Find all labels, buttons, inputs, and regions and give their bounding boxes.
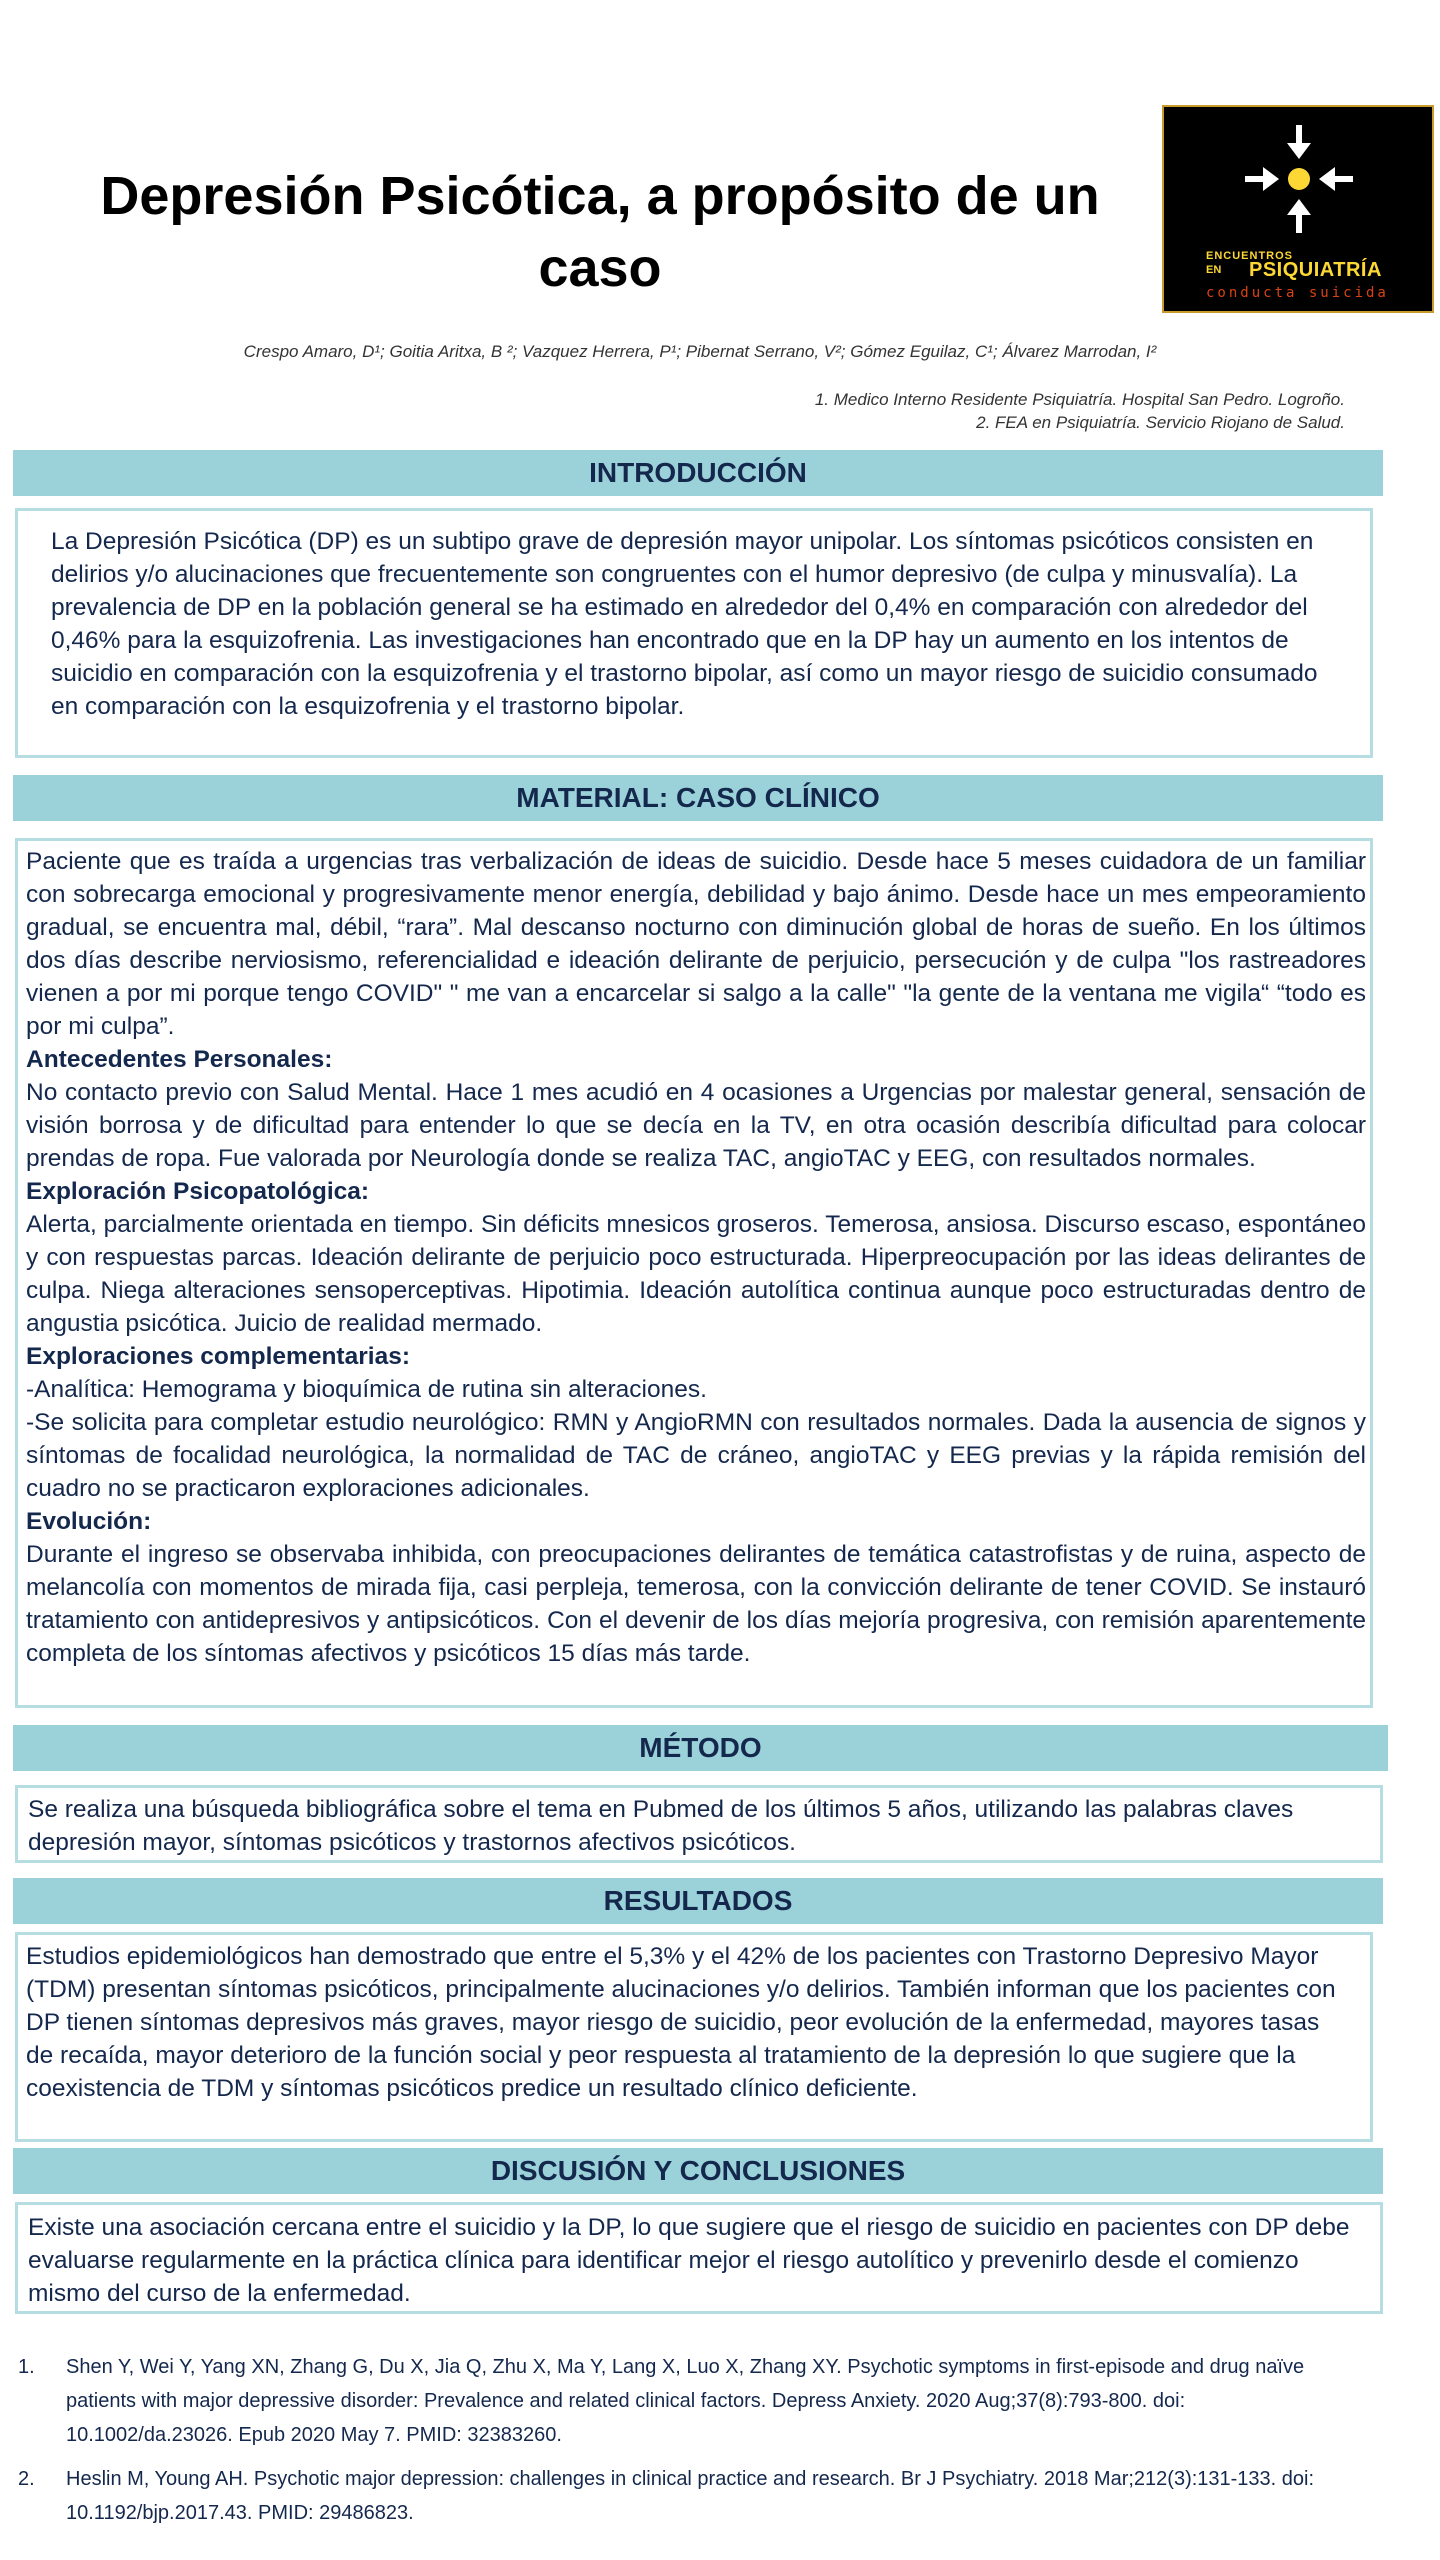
complementarias-text-1: -Analítica: Hemograma y bioquímica de rutina sin alteraciones. xyxy=(26,1376,707,1403)
section-header-discusion: DISCUSIÓN Y CONCLUSIONES xyxy=(13,2148,1383,2194)
logo-text-en: EN xyxy=(1206,264,1222,276)
complementarias-heading: Exploraciones complementarias: xyxy=(26,1343,410,1370)
metodo-text: Se realiza una búsqueda bibliográfica sobre el tema en Pubmed de los últimos 5 años, utilizando las palabras claves depresión mayor, síntomas psicóticos y trastornos afectivos psicóticos. xyxy=(28,1796,1294,1856)
reference-text: Shen Y, Wei Y, Yang XN, Zhang G, Du X, Jia Q, Zhu X, Ma Y, Lang X, Luo X, Zhang XY. Psychotic symptoms in first-episode and drug naïve patients with major depressive disorder: Prevalence and related clinical factors. Depress Anxiety. 2020 Aug;37(8):793-800. doi: 10.1002/da.23026. Epub 2020 May 7. PMID: 32383260. xyxy=(66,2356,1305,2446)
references-list xyxy=(18,2350,1348,2540)
logo-text-encuentros: ENCUENTROS xyxy=(1206,250,1294,262)
reference-number: 2. xyxy=(18,2468,35,2490)
metodo-box xyxy=(15,1785,1383,1863)
section-header-caso-clinico: MATERIAL: CASO CLÍNICO xyxy=(13,775,1383,821)
evolucion-text: Durante el ingreso se observaba inhibida, con preocupaciones delirantes de temática catastrofistas y de ruina, aspecto de melancolía con momentos de mirada fija, casi perpleja, temerosa, con la convicción delirante de tener COVID. Se instauró tratamiento con antidepresivos y antipsicóticos. Con el devenir de los días mejoría progresiva, con remisión aparentemente completa de los síntomas afectivos y psicóticos 15 días más tarde. xyxy=(26,1541,1366,1667)
antecedentes-heading: Antecedentes Personales: xyxy=(26,1046,333,1073)
logo-text-conducta-suicida: conducta suicida xyxy=(1206,285,1389,301)
congress-logo xyxy=(1162,105,1434,313)
discusion-text: Existe una asociación cercana entre el suicidio y la DP, lo que sugiere que el riesgo de suicidio en pacientes con DP debe evaluarse regularmente en la práctica clínica para identificar mejor el riesgo autolítico y prevenirlo desde el comienzo mismo del curso de la enfermedad. xyxy=(28,2214,1350,2307)
reference-text: Heslin M, Young AH. Psychotic major depression: challenges in clinical practice and research. Br J Psychiatry. 2018 Mar;212(3):131-133. doi: 10.1192/bjp.2017.43. PMID: 29486823. xyxy=(66,2468,1315,2524)
authors-line: Crespo Amaro, D¹; Goitia Aritxa, B ²; Vazquez Herrera, P¹; Pibernat Serrano, V²; Gómez Eguilaz, C¹; Álvarez Marrodan, I² xyxy=(243,342,1157,361)
caso-clinico-box xyxy=(15,838,1373,1708)
section-header-metodo: MÉTODO xyxy=(13,1725,1388,1771)
affiliation-2: 2. FEA en Psiquiatría. Servicio Riojano de Salud. xyxy=(976,413,1345,432)
logo-text-psiquiatria: PSIQUIATRÍA xyxy=(1249,259,1382,281)
reference-number: 1. xyxy=(18,2356,35,2378)
complementarias-text-2: -Se solicita para completar estudio neurológico: RMN y AngioRMN con resultados normales. Dada la ausencia de signos y síntomas de focalidad neurológica, la normalidad de TAC de cráneo, angioTAC y EEG previas y la rápida remisión del cuadro no se practicaron exploraciones adicionales. xyxy=(26,1409,1366,1502)
evolucion-heading: Evolución: xyxy=(26,1508,152,1535)
antecedentes-text: No contacto previo con Salud Mental. Hace 1 mes acudió en 4 ocasiones a Urgencias por malestar general, sensación de visión borrosa y de dificultad para entender lo que se decía en la TV, en otra ocasión describía dificultad para colocar prendas de ropa. Fue valorada por Neurología donde se realiza TAC, angioTAC y EEG, con resultados normales. xyxy=(26,1079,1366,1172)
reference-item xyxy=(18,2462,1348,2530)
discusion-box xyxy=(15,2202,1383,2314)
reference-item xyxy=(18,2350,1348,2452)
poster-title: Depresión Psicótica, a propósito de un caso xyxy=(100,166,1100,298)
exploracion-text: Alerta, parcialmente orientada en tiempo. Sin déficits mnesicos groseros. Temerosa, ansiosa. Discurso escaso, espontáneo y con respuestas parcas. Ideación delirante de perjuicio poco estructurada. Hiperpreocupación por las ideas delirantes de culpa. Niega alteraciones sensoperceptivas. Hipotimia. Ideación autolítica continua aunque poco estructuradas dentro de angustia psicótica. Juicio de realidad mermado. xyxy=(26,1211,1366,1337)
resultados-text: Estudios epidemiológicos han demostrado que entre el 5,3% y el 42% de los pacientes con Trastorno Depresivo Mayor (TDM) presentan síntomas psicóticos, principalmente alucinaciones y/o delirios. También informan que los pacientes con DP tienen síntomas depresivos más graves, mayor riesgo de suicidio, peor evolución de la enfermedad, mayores tasas de recaída, mayor deterioro de la función social y peor respuesta al tratamiento de la depresión lo que sugiere que la coexistencia de TDM y síntomas psicóticos predice un resultado clínico deficiente. xyxy=(26,1943,1336,2102)
resultados-box xyxy=(15,1932,1373,2142)
affiliation-1: 1. Medico Interno Residente Psiquiatría. Hospital San Pedro. Logroño. xyxy=(814,390,1345,409)
intro-text: La Depresión Psicótica (DP) es un subtipo grave de depresión mayor unipolar. Los síntomas psicóticos consisten en delirios y/o alucinaciones que frecuentemente son congruentes con el humor depresivo (de culpa y minusvalía). La prevalencia de DP en la población general se ha estimado en alrededor del 0,4% en comparación con alrededor del 0,46% para la esquizofrenia. Las investigaciones han encontrado que en la DP hay un aumento en los intentos de suicidio en comparación con la esquizofrenia y el trastorno bipolar, así como un mayor riesgo de suicidio consumado en comparación con la esquizofrenia y el trastorno bipolar. xyxy=(51,528,1318,720)
section-header-resultados: RESULTADOS xyxy=(13,1878,1383,1924)
exploracion-heading: Exploración Psicopatológica: xyxy=(26,1178,370,1205)
caso-intro-text: Paciente que es traída a urgencias tras verbalización de ideas de suicidio. Desde hace 5 meses cuidadora de un familiar con sobrecarga emocional y progresivamente menor energía, debilidad y bajo ánimo. Desde hace un mes empeoramiento gradual, se encuentra mal, débil, “rara”. Mal descanso nocturno con diminución global de horas de sueño. En los últimos dos días describe nerviosismo, referencialidad e ideación delirante de perjuicio, persecución y de culpa "los rastreadores vienen a por mi porque tengo COVID" " me van a encarcelar si salgo a la calle" "la gente de la ventana me vigila“ “todo es por mi culpa”. xyxy=(26,848,1366,1040)
intro-box xyxy=(15,508,1373,758)
section-header-introduccion: INTRODUCCIÓN xyxy=(13,450,1383,496)
